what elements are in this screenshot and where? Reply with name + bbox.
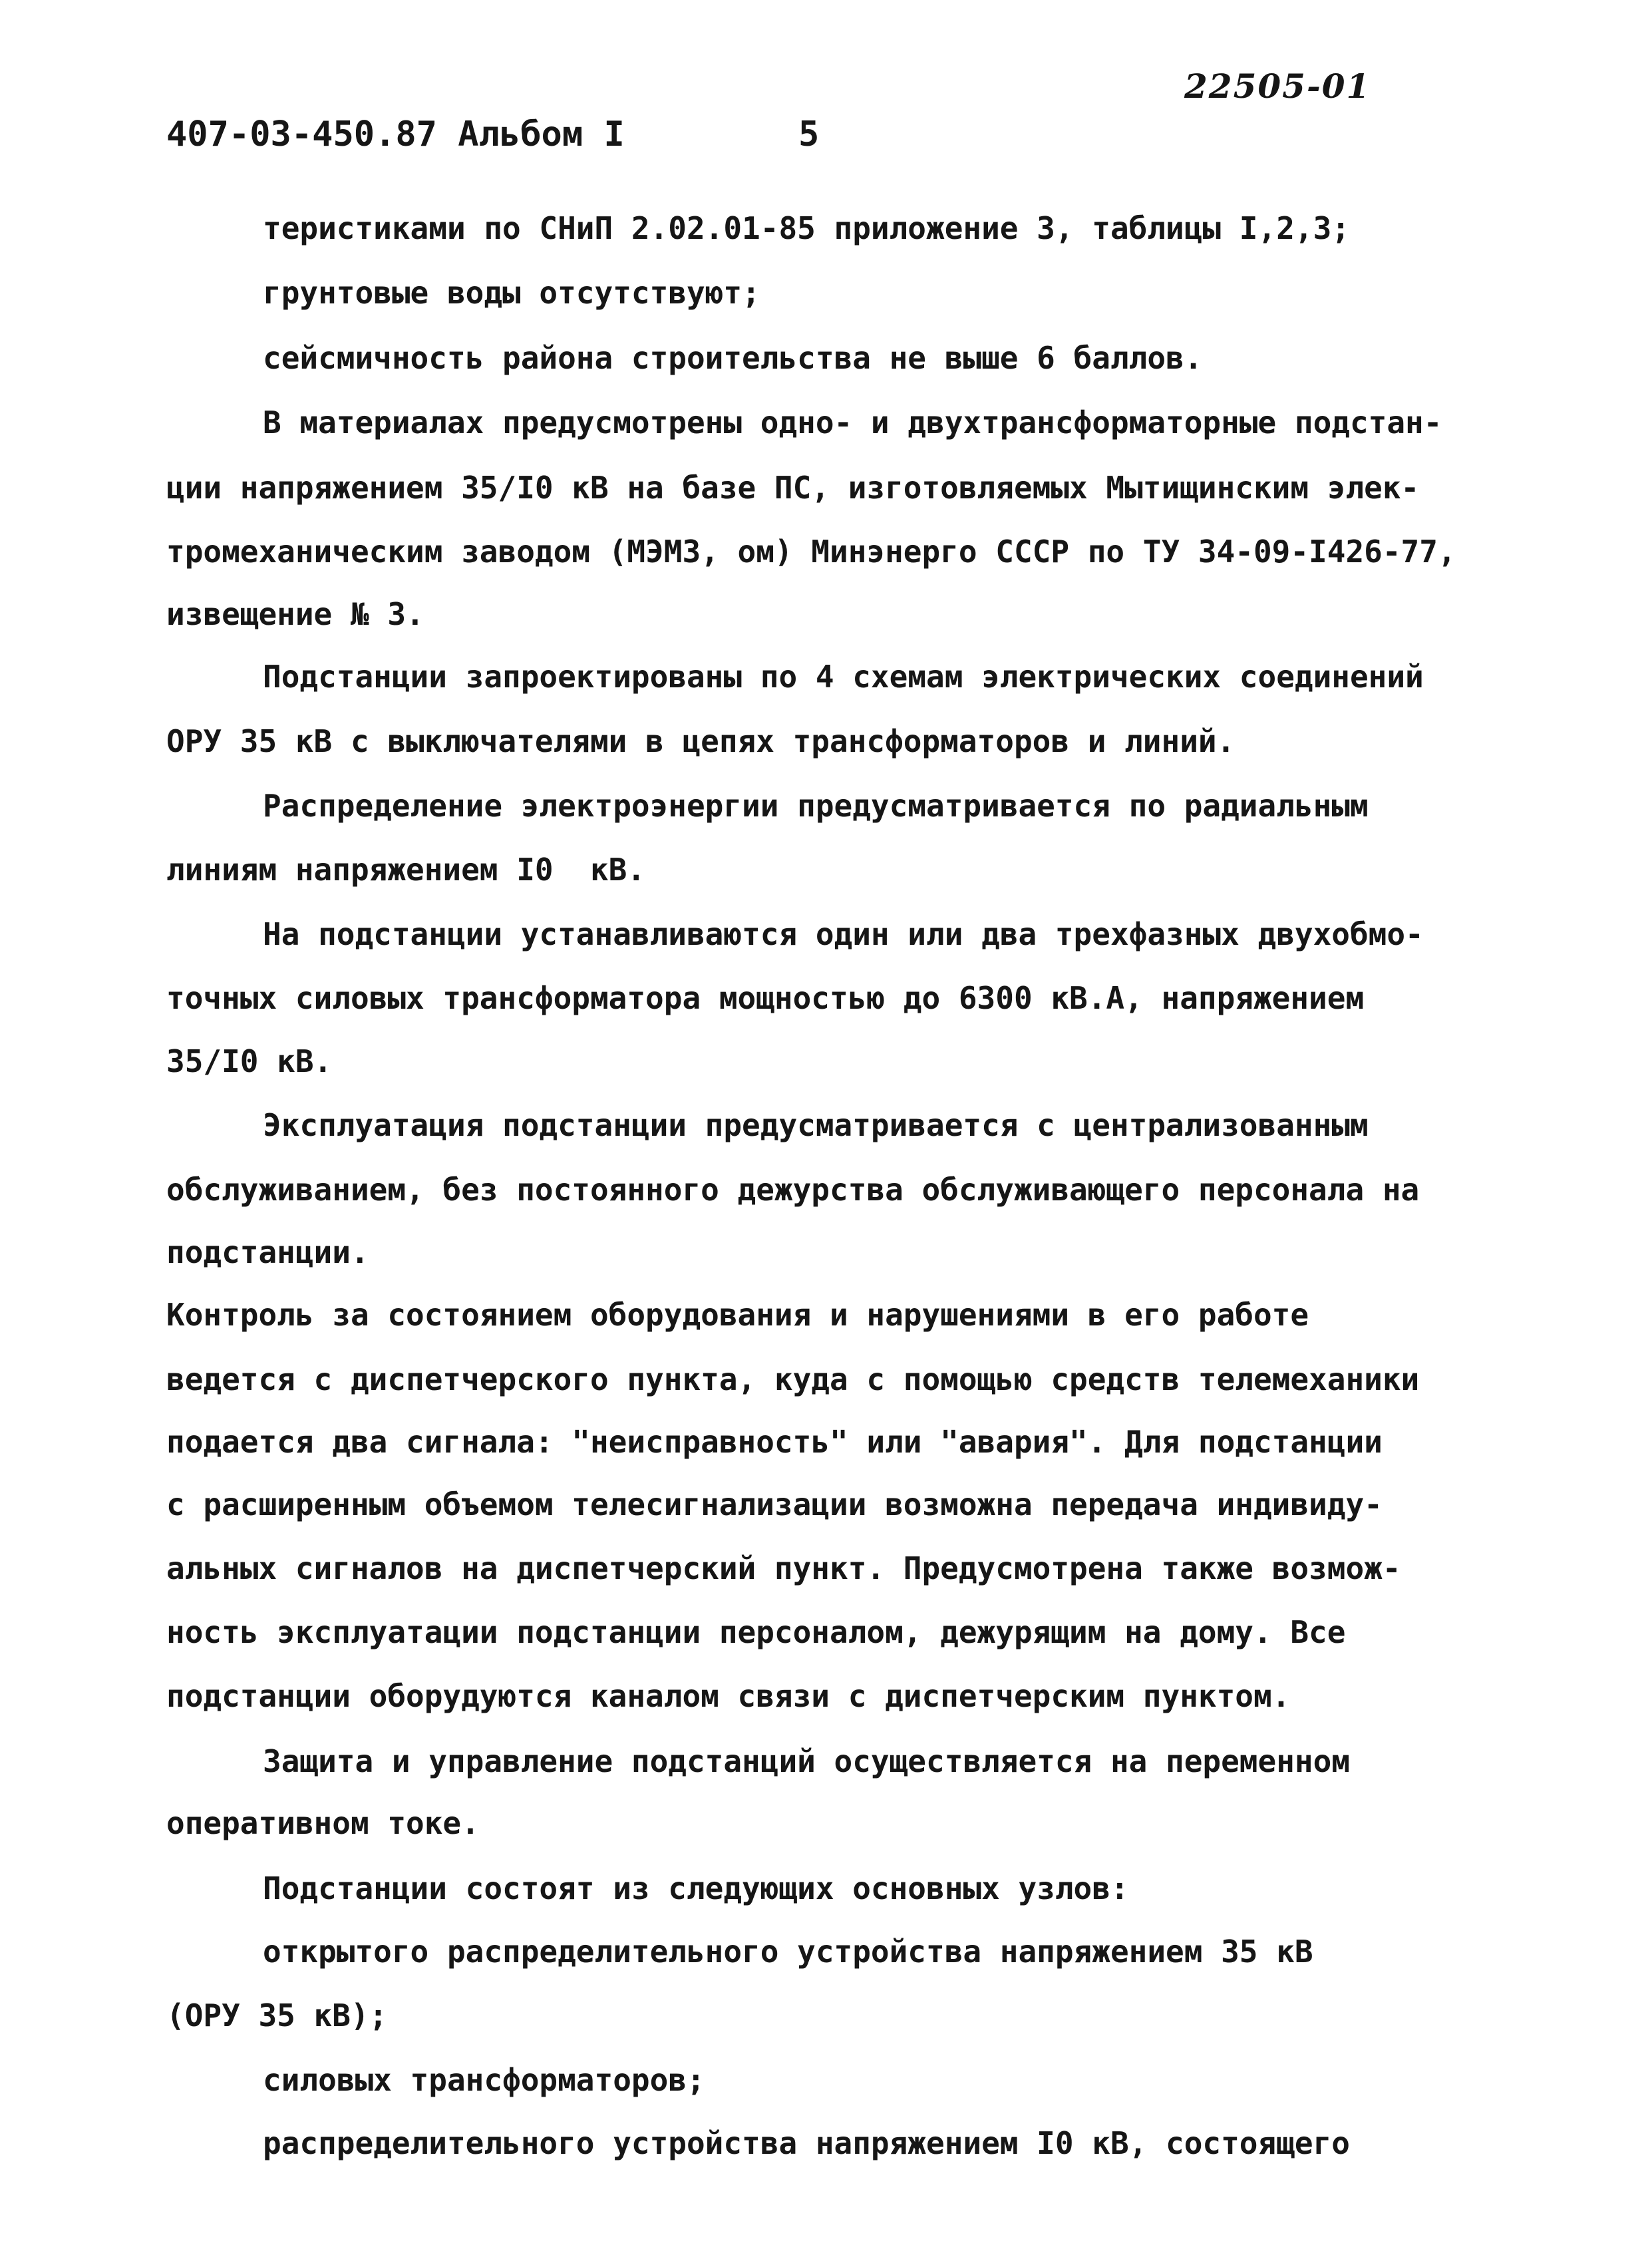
- text-line: тромеханическим заводом (МЭМЗ, ом) Минэнерго СССР по ТУ 34-09-I426-77,: [166, 534, 1456, 570]
- text-line: ведется с диспетчерского пункта, куда с помощью средств телемеханики: [166, 1361, 1420, 1397]
- text-line: Контроль за состоянием оборудования и нарушениями в его работе: [166, 1297, 1309, 1333]
- text-line: На подстанции устанавливаются один или два трехфазных двухобмо-: [263, 916, 1424, 952]
- text-line: распределительного устройства напряжением I0 кВ, состоящего: [263, 2125, 1350, 2161]
- text-line: линиям напряжением I0 кВ.: [166, 852, 646, 888]
- text-line: Подстанции состоят из следующих основных узлов:: [263, 1870, 1129, 1906]
- text-line: открытого распределительного устройства напряжением 35 кВ: [263, 1934, 1313, 1970]
- text-line: Эксплуатация подстанции предусматривается с централизованным: [263, 1107, 1369, 1143]
- text-line: ность эксплуатации подстанции персоналом, дежурящим на дому. Все: [166, 1614, 1346, 1650]
- text-line: обслуживанием, без постоянного дежурства обслуживающего персонала на: [166, 1172, 1420, 1208]
- text-line: альных сигналов на диспетчерский пункт. Предусмотрена также возмож-: [166, 1550, 1401, 1586]
- text-line: 35/I0 кВ.: [166, 1043, 333, 1079]
- text-line: (ОРУ 35 кВ);: [166, 1997, 388, 2033]
- text-line: сейсмичность района строительства не выше 6 баллов.: [263, 340, 1203, 376]
- text-line: силовых трансформаторов;: [263, 2062, 705, 2098]
- text-line: ОРУ 35 кВ с выключателями в цепях трансформаторов и линий.: [166, 723, 1236, 759]
- text-line: Распределение электроэнергии предусматривается по радиальным: [263, 788, 1369, 824]
- text-line: В материалах предусмотрены одно- и двухтрансформаторные подстан-: [263, 405, 1442, 440]
- text-line: Подстанции запроектированы по 4 схемам электрических соединений: [263, 659, 1424, 695]
- text-line: с расширенным объемом телесигнализации возможна передача индивиду-: [166, 1486, 1383, 1522]
- document-designation: 407-03-450.87 Альбом I: [166, 114, 625, 154]
- text-line: Защита и управление подстанций осуществляется на переменном: [263, 1743, 1350, 1779]
- text-line: подается два сигнала: "неисправность" или "авария". Для подстанции: [166, 1424, 1383, 1460]
- page-number: 5: [798, 114, 820, 154]
- text-line: грунтовые воды отсутствуют;: [263, 275, 760, 311]
- text-line: ции напряжением 35/I0 кВ на базе ПС, изготовляемых Мытищинским элек-: [166, 470, 1420, 506]
- text-line: точных силовых трансформатора мощностью до 6300 кВ.А, напряжением: [166, 980, 1365, 1016]
- text-line: теристиками по СНиП 2.02.01-85 приложение 3, таблицы I,2,3;: [263, 210, 1350, 246]
- text-line: оперативном токе.: [166, 1805, 480, 1841]
- document-code: 22505-01: [1184, 67, 1371, 106]
- text-line: подстанции оборудуются каналом связи с диспетчерским пунктом.: [166, 1678, 1291, 1714]
- text-line: извещение № 3.: [166, 596, 424, 632]
- text-line: подстанции.: [166, 1234, 369, 1270]
